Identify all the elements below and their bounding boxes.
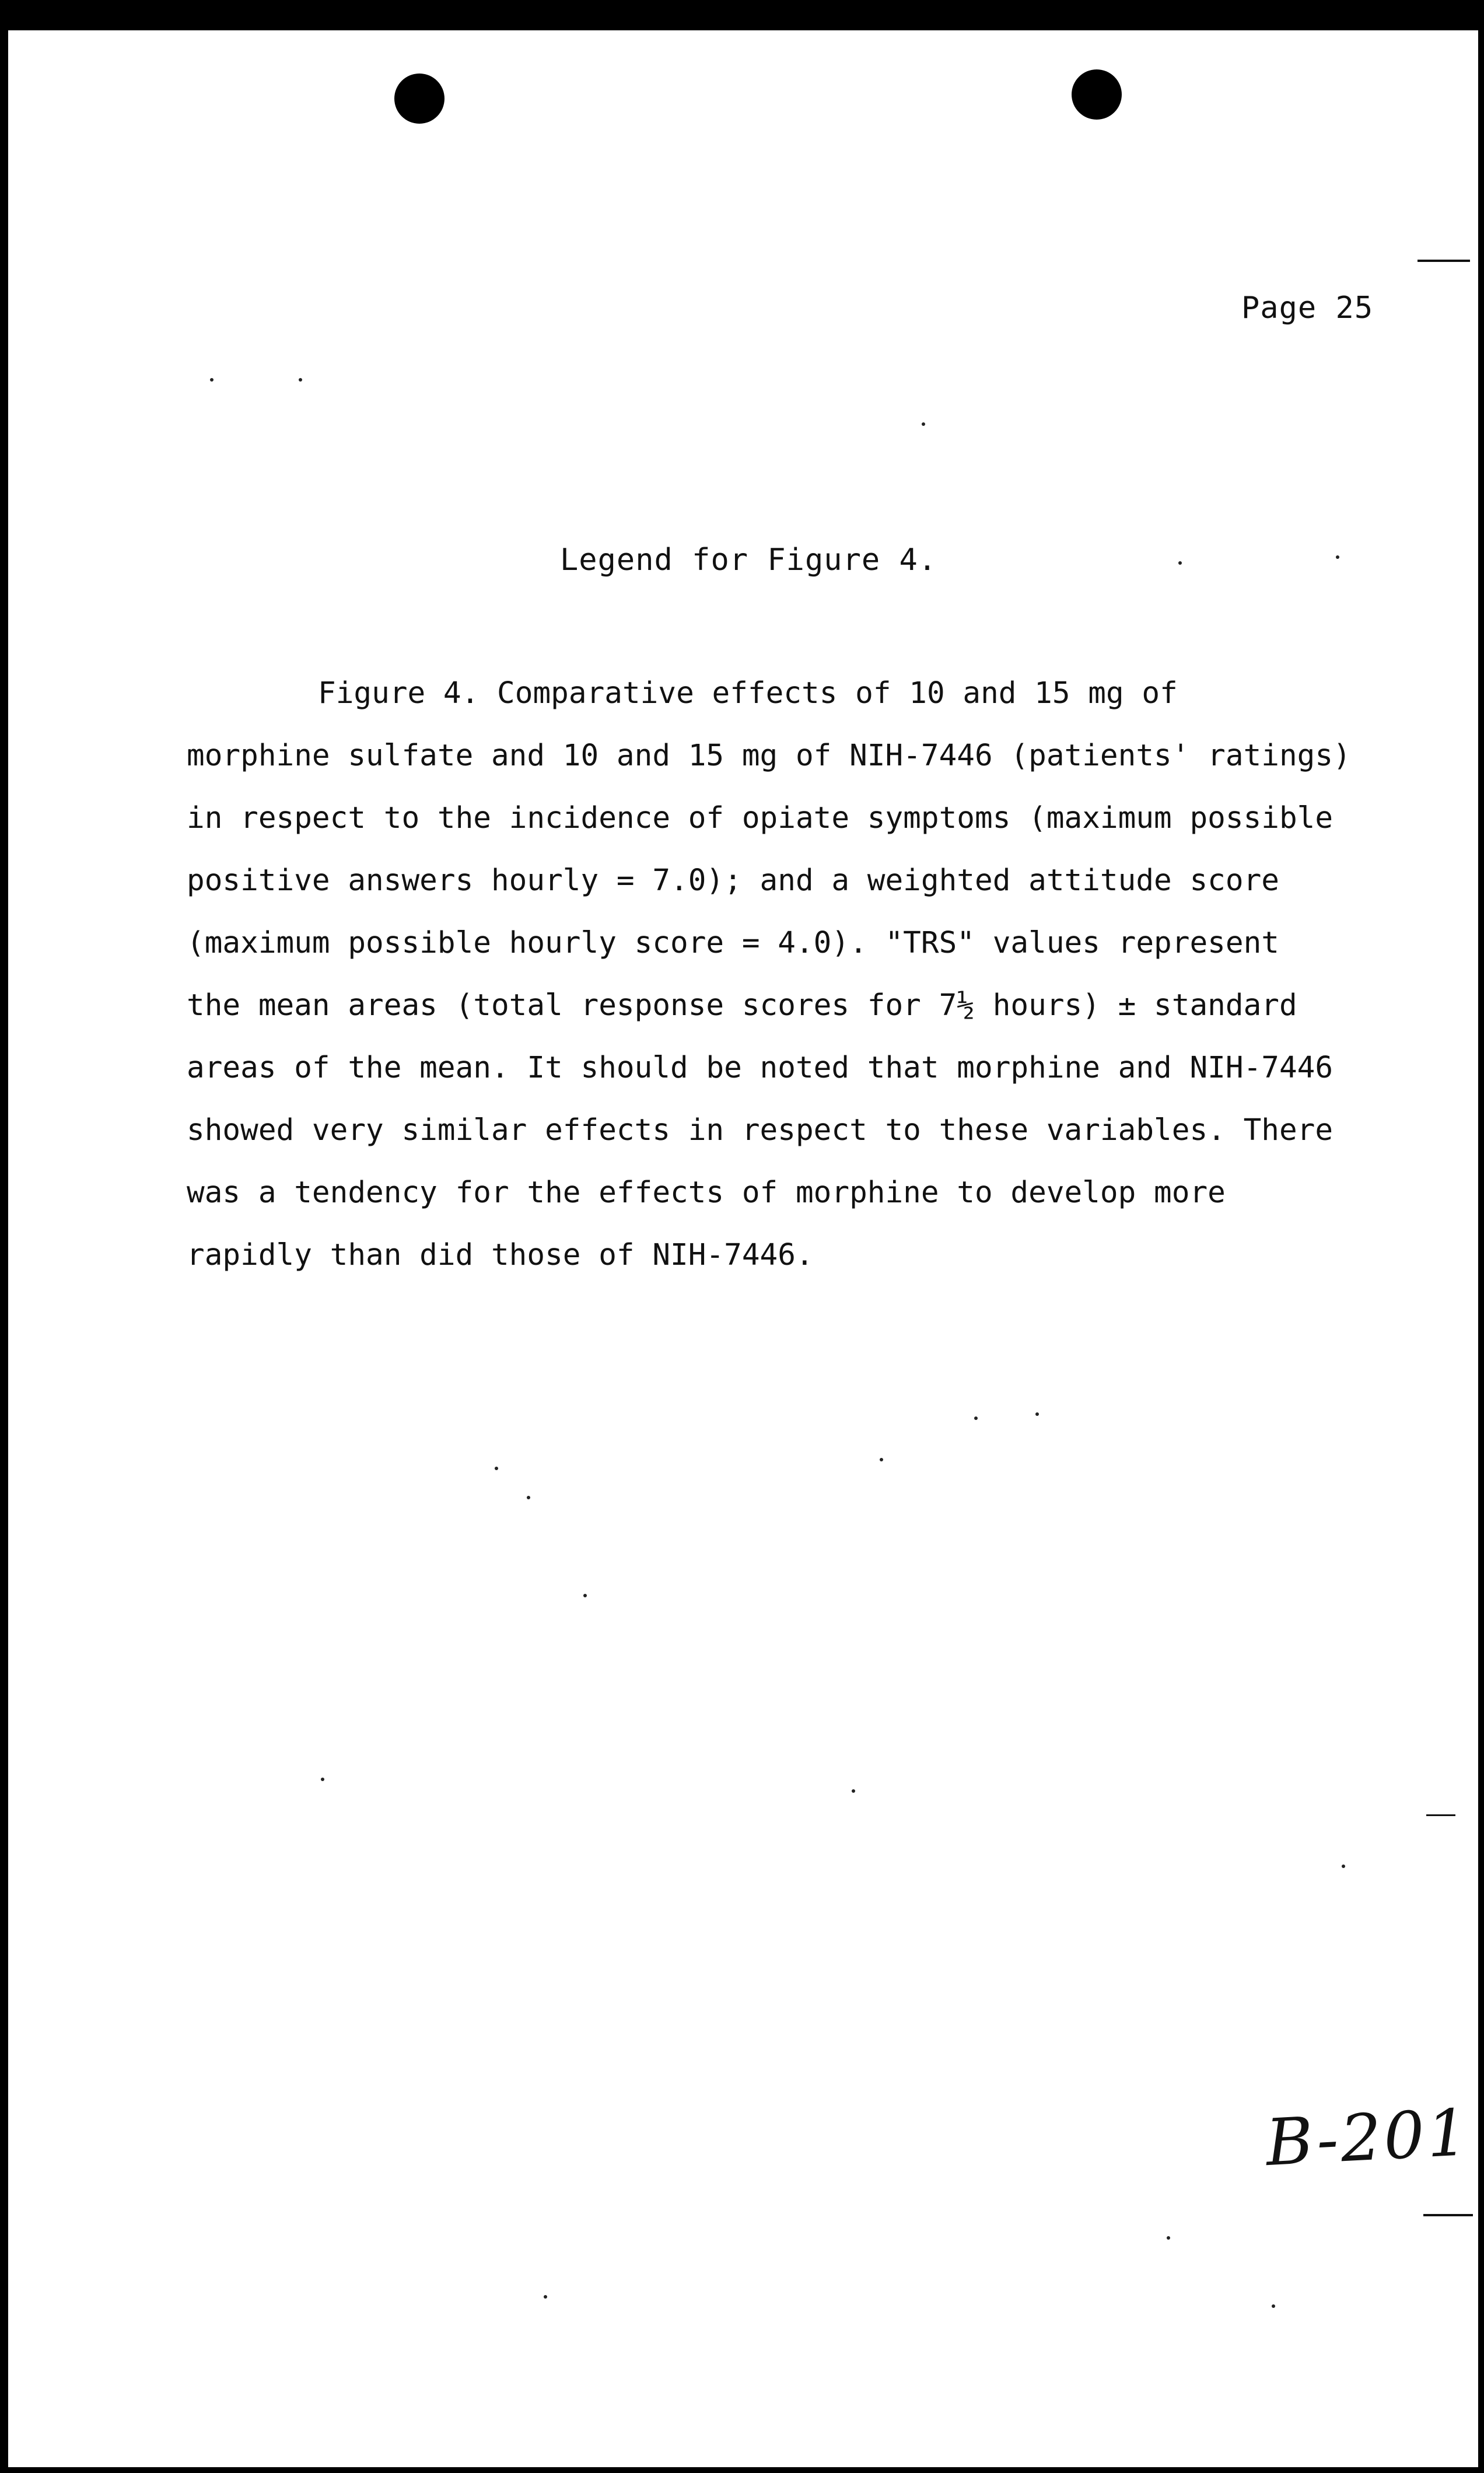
caption-line: (maximum possible hourly score = 4.0). "TRS" values represent [187, 926, 1279, 960]
caption-line: Figure 4. Comparative effects of 10 and 15 mg of [318, 676, 1178, 711]
scan-speck [974, 1416, 978, 1420]
caption-line: positive answers hourly = 7.0); and a weighted attitude score [187, 863, 1279, 898]
caption-line: the mean areas (total response scores for 7½ hours) ± standard [187, 988, 1297, 1023]
scan-speck [210, 378, 214, 382]
caption-line: morphine sulfate and 10 and 15 mg of NIH-7446 (patients' ratings) [187, 739, 1351, 773]
caption-line: showed very similar effects in respect to these variables. There [187, 1113, 1334, 1148]
scan-speck [1272, 2304, 1275, 2308]
scan-speck [1336, 555, 1339, 559]
scan-speck [852, 1789, 855, 1793]
caption-line: in respect to the incidence of opiate symptoms (maximum possible [187, 801, 1334, 835]
scan-speck [880, 1458, 883, 1461]
caption-line: was a tendency for the effects of morphine to develop more [187, 1176, 1226, 1210]
page-number: Page 25 [1241, 291, 1374, 326]
scan-speck [1167, 2236, 1170, 2240]
scan-speck [1178, 561, 1182, 565]
scan-speck [583, 1594, 587, 1597]
edge-mark [1418, 260, 1470, 262]
scan-speck [527, 1496, 530, 1499]
scan-speck [321, 1778, 324, 1781]
scan-speck [495, 1467, 498, 1470]
legend-title: Legend for Figure 4. [560, 543, 937, 578]
edge-mark [1423, 2214, 1473, 2216]
edge-mark [1426, 1814, 1455, 1816]
scan-speck [922, 422, 925, 426]
handwritten-document-id: B-201 [1264, 2094, 1472, 2181]
punch-hole-right [1072, 69, 1122, 120]
scan-speck [1035, 1412, 1039, 1416]
caption-line: areas of the mean. It should be noted that morphine and NIH-7446 [187, 1051, 1334, 1085]
scan-speck [1342, 1865, 1345, 1868]
figure-caption [187, 662, 1435, 1286]
punch-hole-left [394, 74, 444, 124]
scan-speck [544, 2295, 547, 2299]
caption-line: rapidly than did those of NIH-7446. [187, 1238, 814, 1272]
scan-speck [299, 378, 302, 382]
